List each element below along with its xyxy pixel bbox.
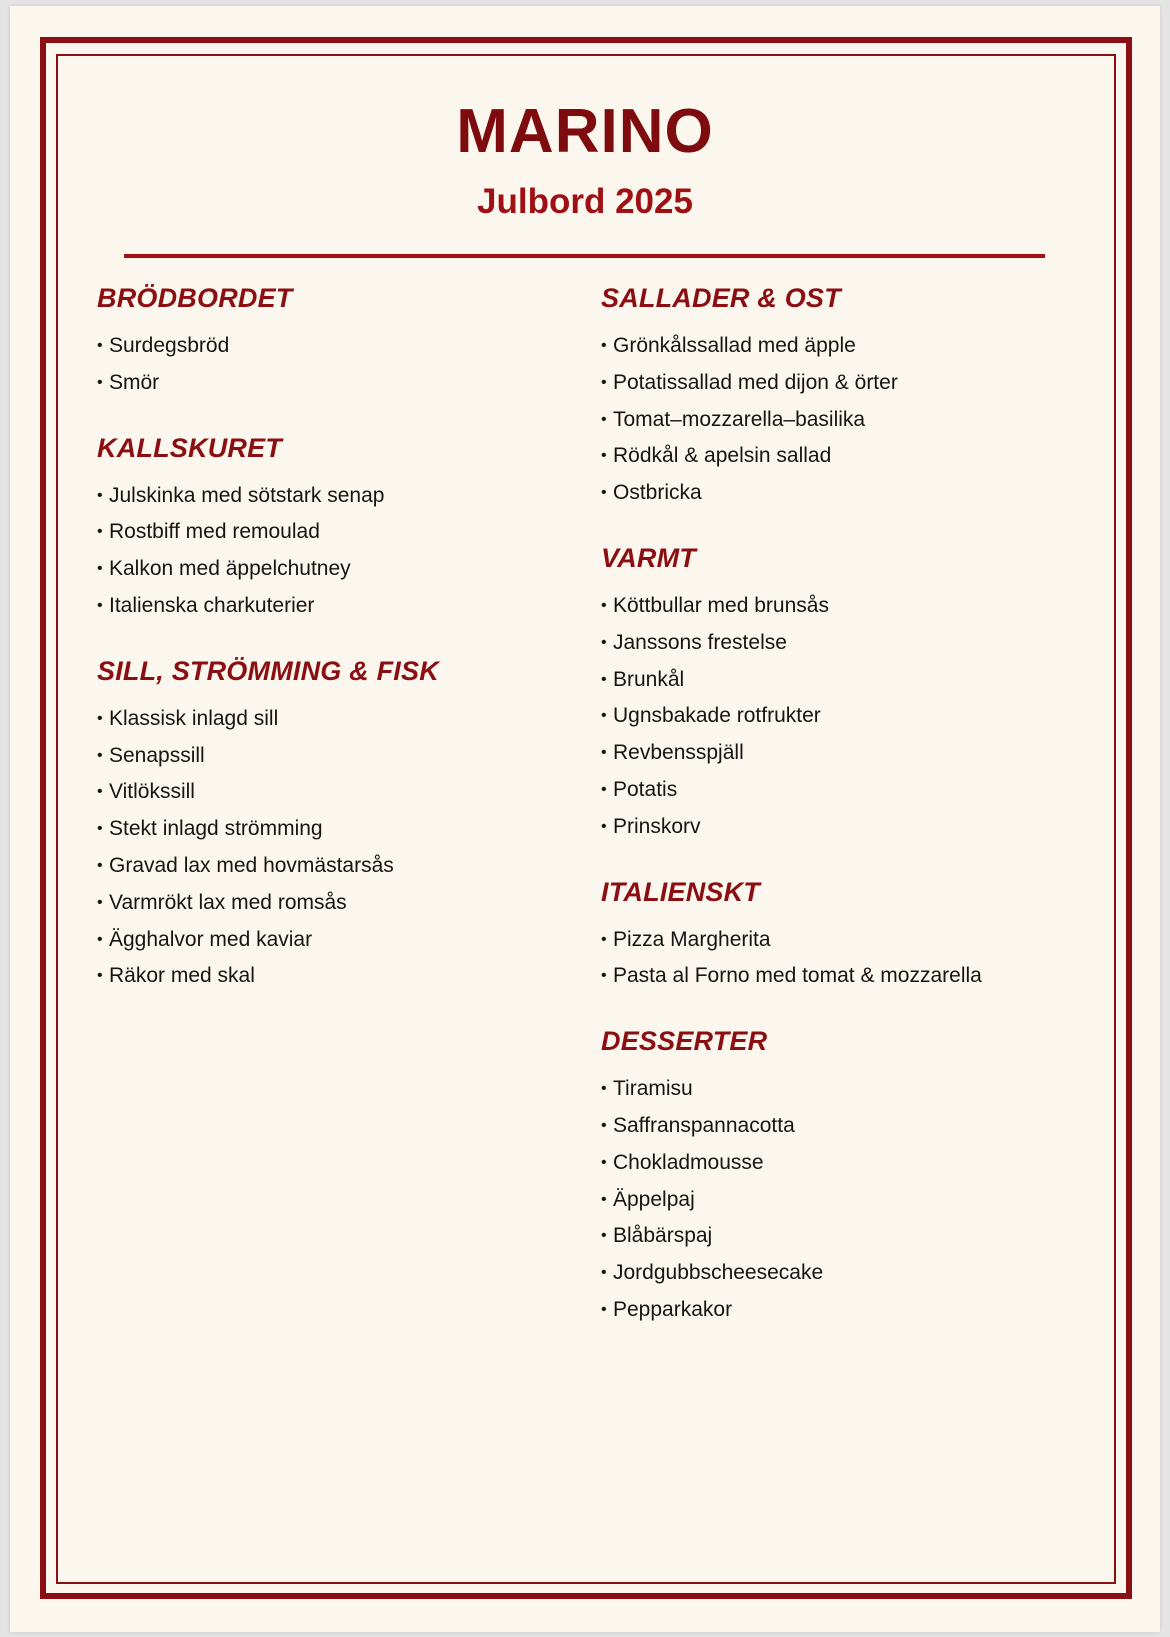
menu-item: • Tiramisu [601,1071,1121,1108]
menu-item: • Jordgubbscheesecake [601,1255,1121,1292]
bullet-icon: • [97,967,103,985]
bullet-icon: • [601,410,607,428]
menu-item: • Grönkålssallad med äpple [601,328,1121,365]
right-column [601,278,1121,1355]
menu-item: • Pasta al Forno med tomat & mozzarella [601,958,1121,995]
bullet-icon: • [97,893,103,911]
menu-item: • Potatis [601,772,1121,809]
header-divider [124,254,1045,258]
menu-item: • Potatissallad med dijon & örter [601,365,1121,402]
menu-item: • Stekt inlagd strömming [97,811,567,848]
menu-section [601,278,1121,512]
bullet-icon: • [601,484,607,502]
bullet-icon: • [601,596,607,614]
bullet-icon: • [601,447,607,465]
bullet-icon: • [97,856,103,874]
menu-item: • Senapssill [97,738,567,775]
item-list [601,328,1121,512]
bullet-icon: • [601,1190,607,1208]
bullet-icon: • [601,373,607,391]
menu-item: • Tomat–mozzarella–basilika [601,402,1121,439]
menu-item: • Rostbiff med remoulad [97,514,567,551]
menu-item: • Chokladmousse [601,1145,1121,1182]
bullet-icon: • [601,670,607,688]
bullet-icon: • [97,930,103,948]
menu-item: • Ugnsbakade rotfrukter [601,698,1121,735]
bullet-icon: • [601,967,607,985]
bullet-icon: • [97,596,103,614]
menu-item: • Klassisk inlagd sill [97,701,567,738]
menu-item: • Prinskorv [601,809,1121,846]
menu-item: • Surdegsbröd [97,328,567,365]
menu-item: • Pizza Margherita [601,922,1121,959]
menu-item: • Ägghalvor med kaviar [97,922,567,959]
menu-item: • Vitlökssill [97,774,567,811]
menu-section [97,651,567,995]
menu-item: • Blåbärspaj [601,1218,1121,1255]
menu-section [97,278,567,402]
item-list [601,922,1121,996]
menu-item: • Kalkon med äppelchutney [97,551,567,588]
bullet-icon: • [601,744,607,762]
bullet-icon: • [601,707,607,725]
restaurant-title: MARINO [456,97,714,166]
item-list [97,328,567,402]
bullet-icon: • [601,1227,607,1245]
bullet-icon: • [97,783,103,801]
bullet-icon: • [601,780,607,798]
bullet-icon: • [601,930,607,948]
section-title: BRÖDBORDET [97,283,293,313]
bullet-icon: • [97,373,103,391]
bullet-icon: • [601,1300,607,1318]
bullet-icon: • [97,337,103,354]
section-title: SILL, STRÖMMING & FISK [97,655,439,686]
bullet-icon: • [97,523,103,541]
item-list [97,701,567,995]
bullet-icon: • [97,820,103,838]
menu-subtitle: Julbord 2025 [477,182,693,221]
menu-item: • Brunkål [601,662,1121,699]
item-list [601,588,1121,846]
bullet-icon: • [97,486,103,504]
menu-section [601,1021,1121,1329]
bullet-icon: • [601,337,607,354]
item-list [601,1071,1121,1329]
menu-item: • Räkor med skal [97,958,567,995]
menu-item: • Pepparkakor [601,1292,1121,1329]
menu-item: • Revbensspjäll [601,735,1121,772]
section-title: DESSERTER [601,1026,768,1057]
menu-item: • Rödkål & apelsin sallad [601,438,1121,475]
section-title: SALLADER & OST [601,283,841,313]
item-list [97,478,567,625]
bullet-icon: • [601,1080,607,1098]
menu-item: • Smör [97,365,567,402]
bullet-icon: • [601,1116,607,1134]
menu-item: • Gravad lax med hovmästarsås [97,848,567,885]
menu-item: • Ostbricka [601,475,1121,512]
section-title: ITALIENSKT [601,876,760,907]
menu-item: • Italienska charkuterier [97,588,567,625]
bullet-icon: • [601,1264,607,1282]
left-column [97,278,567,1021]
bullet-icon: • [97,560,103,578]
section-title: VARMT [601,542,696,573]
bullet-icon: • [601,633,607,651]
menu-item: • Köttbullar med brunsås [601,588,1121,625]
bullet-icon: • [601,1153,607,1171]
menu-item: • Äppelpaj [601,1182,1121,1219]
bullet-icon: • [97,746,103,764]
menu-section [601,538,1121,846]
bullet-icon: • [97,709,103,727]
menu-item: • Varmrökt lax med romsås [97,885,567,922]
bullet-icon: • [601,817,607,835]
menu-item: • Saffranspannacotta [601,1108,1121,1145]
menu-item: • Julskinka med sötstark senap [97,478,567,515]
menu-item: • Janssons frestelse [601,625,1121,662]
section-title: KALLSKURET [97,432,282,463]
menu-section [97,428,567,625]
menu-section [601,872,1121,996]
